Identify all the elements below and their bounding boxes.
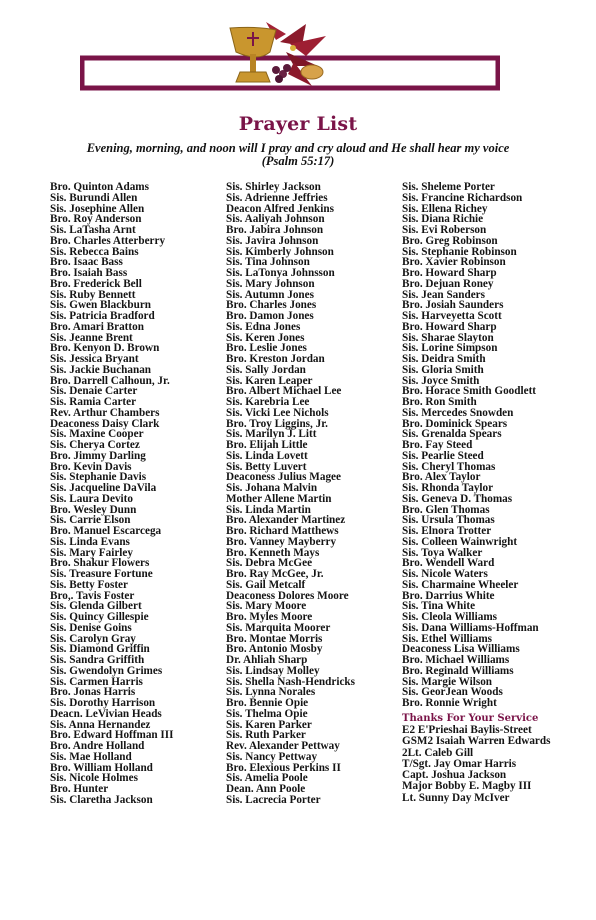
list-item: Bro. Reginald Williams bbox=[402, 664, 514, 677]
list-item: Sis. Jackie Buchanan bbox=[50, 363, 152, 376]
header-banner bbox=[80, 22, 500, 98]
chalice-icon bbox=[230, 27, 276, 82]
list-item: Bro. Richard Matthews bbox=[226, 525, 339, 537]
list-item: Deaconess Daisy Clark bbox=[50, 417, 160, 430]
list-item: Bro. Glen Thomas bbox=[402, 503, 490, 516]
list-item: Bro. Horace Smith Goodlett bbox=[402, 385, 537, 398]
list-item: Sis. Rebecca Bains bbox=[50, 245, 139, 258]
scripture-verse bbox=[40, 142, 556, 168]
list-item: Sis. Jean Sanders bbox=[402, 288, 485, 301]
list-item: Sis. Linda Martin bbox=[226, 503, 311, 516]
list-item: E2 E'Prieshai Baylis-Street bbox=[402, 724, 532, 736]
list-item: Sis. Marilyn J. Litt bbox=[226, 428, 317, 441]
list-item: Sis. Debra McGee bbox=[226, 557, 313, 570]
list-item: Sis. Claretha Jackson bbox=[50, 793, 153, 806]
list-item: Bro. Wendell Ward bbox=[402, 557, 495, 570]
list-item: Sis. Edna Jones bbox=[226, 320, 301, 333]
list-item: Bro. Alexander Martinez bbox=[226, 514, 346, 527]
verse-text: Evening, morning, and noon will I pray and cry aloud and He shall hear my voice bbox=[86, 141, 510, 155]
list-item: Sis. Gail Metcalf bbox=[226, 578, 306, 591]
list-item: Major Bobby E. Magby III bbox=[402, 780, 532, 793]
list-item: Bro. Howard Sharp bbox=[402, 267, 497, 279]
list-item: Bro. Charles Atterberry bbox=[50, 234, 166, 247]
list-item: Sis. Javira Johnson bbox=[226, 234, 319, 247]
list-item: Bro. Dejuan Roney bbox=[402, 277, 494, 290]
list-item: Sis. Mary Moore bbox=[226, 600, 307, 613]
list-item: Deaconess Julius Magee bbox=[226, 471, 341, 484]
list-item: Bro. Elijah Little bbox=[226, 439, 308, 451]
list-item: Sis. Colleen Wainwright bbox=[402, 535, 518, 548]
prayer-list-column-3 bbox=[402, 182, 539, 709]
list-item: Sis. Geneva D. Thomas bbox=[402, 492, 513, 505]
list-item: Sis. Joyce Smith bbox=[402, 374, 480, 387]
list-item: Sis. Sandra Griffith bbox=[50, 654, 145, 666]
list-item: Sis. Tina Johnson bbox=[226, 256, 310, 269]
service-list bbox=[402, 725, 550, 804]
list-item: Bro. Myles Moore bbox=[226, 611, 313, 623]
list-item: Sis. Amelia Poole bbox=[226, 772, 308, 785]
list-item: 2Lt. Caleb Gill bbox=[402, 746, 474, 759]
service-heading: Thanks For Your Service bbox=[402, 713, 539, 724]
list-item: Sis. Ruth Parker bbox=[226, 729, 306, 742]
list-item: Sis. Linda Evans bbox=[50, 535, 130, 548]
list-item: Sis. Maxine Cooper bbox=[50, 428, 144, 441]
list-item: Sis. Carolyn Gray bbox=[50, 632, 136, 645]
list-item: Sis. Sally Jordan bbox=[226, 363, 306, 376]
list-item: Sis. Carrie Elson bbox=[50, 514, 131, 527]
list-item: Sis. Shella Nash-Hendricks bbox=[226, 675, 355, 688]
verse-citation: (Psalm 55:17) bbox=[261, 154, 335, 168]
list-item: Mother Allene Martin bbox=[226, 492, 332, 505]
list-item: Sis. Kimberly Johnson bbox=[226, 245, 334, 258]
list-item: Bro. Roy Anderson bbox=[50, 213, 142, 226]
list-item: Bro. Troy Liggins, Jr. bbox=[226, 417, 328, 430]
list-item: Bro. Antonio Mosby bbox=[226, 643, 323, 656]
list-item: Sis. Karen Leaper bbox=[226, 374, 313, 387]
list-item: Sis. Jessica Bryant bbox=[50, 353, 139, 365]
list-item: Bro. Isaac Bass bbox=[50, 256, 123, 269]
list-item: Sis. Patricia Bradford bbox=[50, 310, 155, 322]
list-item: Bro. Kenyon D. Brown bbox=[50, 342, 160, 355]
list-item: Dean. Ann Poole bbox=[226, 783, 306, 795]
list-item: Sis. Karebria Lee bbox=[226, 396, 310, 408]
list-item: Sis. Treasure Fortune bbox=[50, 568, 153, 580]
list-item: Bro. Albert Michael Lee bbox=[226, 385, 342, 398]
list-item: Bro. Montae Morris bbox=[226, 632, 323, 645]
list-item: Sis. Evi Roberson bbox=[402, 224, 487, 236]
list-item: Sis. Cherya Cortez bbox=[50, 439, 140, 451]
list-item: Sis. Charmaine Wheeler bbox=[402, 578, 519, 591]
list-item: Bro. Jonas Harris bbox=[50, 686, 136, 699]
list-item: Sis. LaTasha Arnt bbox=[50, 224, 136, 236]
list-item: Sis. GeorJean Woods bbox=[402, 686, 503, 699]
list-item: Sis. Josephine Allen bbox=[50, 202, 145, 215]
list-item: Bro. Ronnie Wright bbox=[402, 697, 497, 709]
list-item: Sis. Ellena Richey bbox=[402, 202, 488, 215]
list-item: Bro. Jimmy Darling bbox=[50, 449, 146, 462]
list-item: Sis. LaTonya Johnsson bbox=[226, 267, 335, 279]
list-item: Sis. Nicole Waters bbox=[402, 568, 488, 580]
list-item: Sis. Mae Holland bbox=[50, 750, 132, 763]
list-item: Rev. Arthur Chambers bbox=[50, 406, 160, 419]
list-item: Sis. Cleola Williams bbox=[402, 611, 498, 623]
list-item: Sis. Harveyetta Scott bbox=[402, 310, 502, 322]
list-item: Sis. Stephanie Davis bbox=[50, 471, 147, 484]
list-item: T/Sgt. Jay Omar Harris bbox=[402, 757, 517, 770]
list-item: Sis. Nicole Holmes bbox=[50, 772, 138, 785]
list-item: Bro. Frederick Bell bbox=[50, 277, 142, 290]
list-item: Bro. Manuel Escarcega bbox=[50, 525, 162, 537]
list-item: Deacn. LeVivian Heads bbox=[50, 707, 162, 720]
list-item: Sis. Lynna Norales bbox=[226, 686, 316, 699]
list-item: Sis. Adrienne Jeffries bbox=[226, 191, 328, 204]
list-item: Sis. Laura Devito bbox=[50, 492, 133, 505]
list-item: Sis. Aaliyah Johnson bbox=[226, 213, 325, 226]
list-item: Sis. Johana Malvin bbox=[226, 482, 318, 494]
list-item: Sis. Autumn Jones bbox=[226, 288, 314, 301]
list-item: Sis. Sharae Slayton bbox=[402, 331, 494, 344]
bread-icon bbox=[301, 65, 323, 79]
list-item: Bro. Darrell Calhoun, Jr. bbox=[50, 374, 170, 387]
list-item: Bro. Damon Jones bbox=[226, 310, 314, 322]
list-item: Sis. Dana Williams-Hoffman bbox=[402, 621, 539, 634]
list-item: Sis. Elnora Trotter bbox=[402, 525, 492, 537]
list-item: Bro. Jabira Johnson bbox=[226, 224, 324, 236]
list-item: Sis. Quincy Gillespie bbox=[50, 611, 149, 623]
list-item: Sis. Deidra Smith bbox=[402, 353, 486, 365]
list-item: Sis. Lorine Simpson bbox=[402, 342, 498, 355]
list-item: Sis. Mary Fairley bbox=[50, 546, 133, 559]
list-item: Bro. Kevin Davis bbox=[50, 460, 132, 473]
list-item: Bro. Quinton Adams bbox=[50, 181, 149, 193]
list-item: Sis. Diamond Griffin bbox=[50, 643, 150, 656]
list-item: Bro. Kreston Jordan bbox=[226, 353, 325, 365]
list-item: Sis. Sheleme Porter bbox=[402, 181, 495, 193]
list-item: Bro. Hunter bbox=[50, 783, 109, 795]
list-item: Bro. Edward Hoffman III bbox=[50, 729, 174, 742]
list-item: Sis. Cheryl Thomas bbox=[402, 460, 496, 473]
list-item: Capt. Joshua Jackson bbox=[402, 769, 507, 782]
list-item: Bro. Michael Williams bbox=[402, 654, 510, 666]
prayer-list-column-1 bbox=[50, 182, 174, 806]
list-item: Dr. Ahliah Sharp bbox=[226, 654, 308, 666]
list-item: Deacon Alfred Jenkins bbox=[226, 202, 334, 215]
list-item: Sis. Diana Richie bbox=[402, 213, 484, 226]
list-item: Sis. Thelma Opie bbox=[226, 707, 308, 720]
list-item: Sis. Linda Lovett bbox=[226, 449, 308, 462]
list-item: Sis. Denise Goins bbox=[50, 621, 132, 634]
list-item: Sis. Burundi Allen bbox=[50, 191, 138, 204]
list-item: Sis. Nancy Pettway bbox=[226, 750, 318, 763]
list-item: Sis. Ruby Bennett bbox=[50, 288, 136, 301]
list-item: Sis. Keren Jones bbox=[226, 331, 305, 344]
list-item: Bro. Ron Smith bbox=[402, 396, 477, 408]
list-item: Sis. Toya Walker bbox=[402, 546, 483, 559]
list-item: Bro. Josiah Saunders bbox=[402, 299, 504, 312]
list-item: Sis. Vicki Lee Nichols bbox=[226, 406, 329, 419]
list-item: Bro. Darrius White bbox=[402, 589, 495, 602]
list-item: Sis. Betty Luvert bbox=[226, 460, 307, 473]
list-item: Bro. William Holland bbox=[50, 761, 153, 774]
list-item: Sis. Denaie Carter bbox=[50, 385, 138, 398]
list-item: Sis. Lindsay Molley bbox=[226, 664, 320, 677]
list-item: Bro. Shakur Flowers bbox=[50, 557, 150, 570]
list-item: Deaconess Lisa Williams bbox=[402, 643, 520, 656]
list-item: Sis. Carmen Harris bbox=[50, 675, 143, 688]
list-item: Bro. Xavier Robinson bbox=[402, 256, 506, 269]
list-item: Sis. Jacqueline DaVila bbox=[50, 482, 157, 494]
list-item: Bro. Greg Robinson bbox=[402, 234, 498, 247]
list-item: Bro. Amari Bratton bbox=[50, 320, 144, 333]
list-item: Bro. Ray McGee, Jr. bbox=[226, 568, 324, 580]
list-item: GSM2 Isaiah Warren Edwards bbox=[402, 735, 551, 748]
list-item: Sis. Marquita Moorer bbox=[226, 621, 331, 634]
list-item: Bro. Wesley Dunn bbox=[50, 503, 137, 516]
list-item: Sis. Ursula Thomas bbox=[402, 514, 495, 527]
list-item: Sis. Shirley Jackson bbox=[226, 181, 321, 193]
list-item: Bro. Charles Jones bbox=[226, 299, 317, 312]
list-item: Sis. Karen Parker bbox=[226, 718, 312, 731]
list-item: Rev. Alexander Pettway bbox=[226, 740, 340, 752]
list-item: Bro. Alex Taylor bbox=[402, 471, 481, 484]
list-item: Sis. Mary Johnson bbox=[226, 277, 315, 290]
list-item: Bro. Isaiah Bass bbox=[50, 267, 128, 279]
list-item: Sis. Ethel Williams bbox=[402, 632, 493, 645]
list-item: Sis. Betty Foster bbox=[50, 578, 128, 591]
list-item: Sis. Gloria Smith bbox=[402, 363, 484, 376]
list-item: Sis. Grenalda Spears bbox=[402, 428, 502, 441]
list-item: Sis. Gwendolyn Grimes bbox=[50, 664, 163, 677]
list-item: Sis. Pearlie Steed bbox=[402, 449, 484, 462]
list-item: Sis. Glenda Gilbert bbox=[50, 600, 142, 613]
list-item: Sis. Mercedes Snowden bbox=[402, 406, 514, 419]
list-item: Deaconess Dolores Moore bbox=[226, 589, 349, 602]
list-item: Bro. Andre Holland bbox=[50, 740, 145, 752]
list-item: Bro. Howard Sharp bbox=[402, 320, 497, 333]
prayer-list-column-2 bbox=[226, 182, 355, 806]
list-item: Sis. Rhonda Taylor bbox=[402, 482, 494, 494]
list-item: Sis. Dorothy Harrison bbox=[50, 697, 156, 709]
list-item: Bro. Bennie Opie bbox=[226, 697, 309, 709]
list-item: Bro. Leslie Jones bbox=[226, 342, 307, 355]
list-item: Sis. Jeanne Brent bbox=[50, 331, 133, 344]
list-item: Lt. Sunny Day McIver bbox=[402, 791, 510, 804]
list-item: Sis. Lacrecia Porter bbox=[226, 793, 321, 806]
list-item: Sis. Stephanie Robinson bbox=[402, 245, 517, 258]
list-item: Sis. Anna Hernandez bbox=[50, 718, 151, 731]
list-item: Sis. Ramia Carter bbox=[50, 396, 137, 408]
list-item: Sis. Margie Wilson bbox=[402, 675, 493, 688]
list-item: Sis. Francine Richardson bbox=[402, 191, 523, 204]
grapes-icon bbox=[272, 64, 291, 83]
page-title: Prayer List bbox=[238, 113, 358, 135]
list-item: Sis. Gwen Blackburn bbox=[50, 299, 152, 312]
list-item: Bro. Elexious Perkins II bbox=[226, 761, 341, 774]
list-item: Bro. Dominick Spears bbox=[402, 417, 508, 430]
list-item: Bro. Fay Steed bbox=[402, 439, 473, 451]
list-item: Bro. Kenneth Mays bbox=[226, 546, 320, 559]
list-item: Bro. Vanney Mayberry bbox=[226, 535, 337, 548]
list-item: Bro,. Tavis Foster bbox=[50, 589, 135, 602]
list-item: Sis. Tina White bbox=[402, 600, 476, 613]
